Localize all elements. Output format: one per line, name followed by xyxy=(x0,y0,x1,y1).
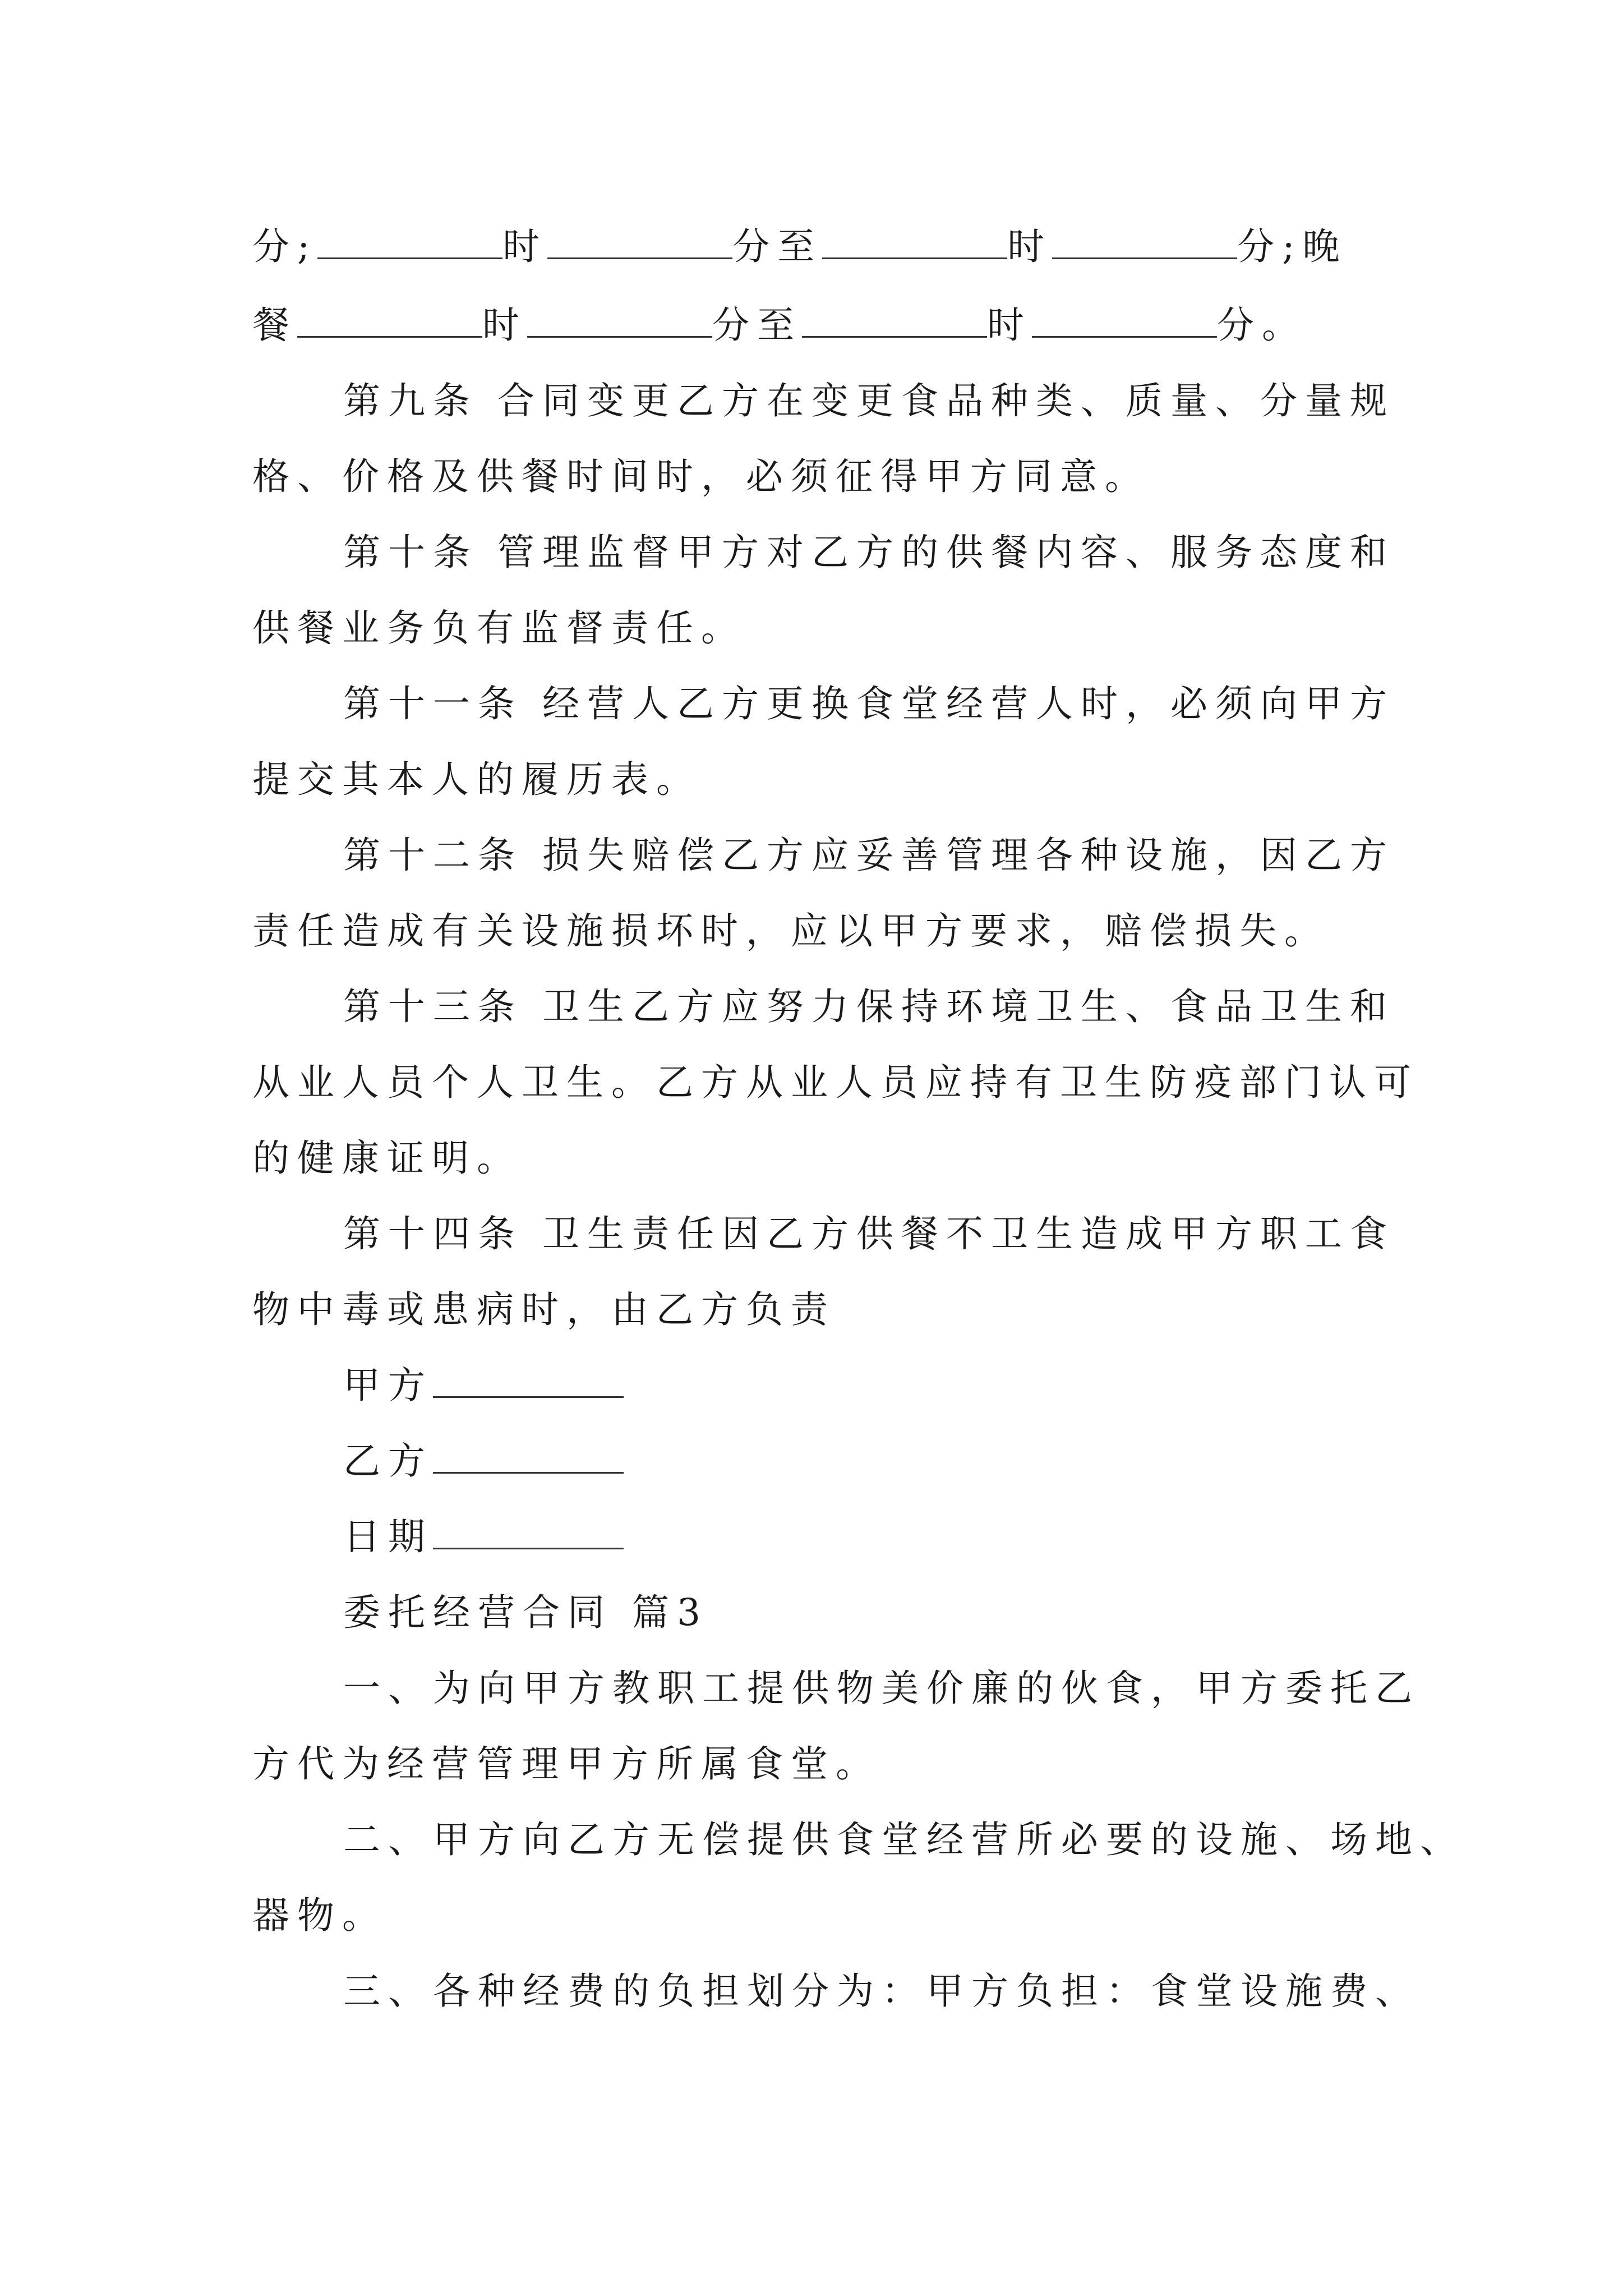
signature-blank xyxy=(433,1438,624,1474)
meal-time-text: 时 xyxy=(482,303,527,347)
signature-label: 乙方 xyxy=(343,1439,433,1483)
signature-blank xyxy=(433,1514,624,1549)
fill-blank xyxy=(297,302,482,338)
clause-1-line-2: 方代为经营管理甲方所属食堂。 xyxy=(252,1742,880,1786)
article-14-line-2: 物中毒或患病时，由乙方负责 xyxy=(252,1288,836,1331)
signature-label: 甲方 xyxy=(343,1364,433,1407)
fill-blank xyxy=(317,224,502,259)
meal-time-text: 时 xyxy=(987,303,1032,347)
signature-label: 日期 xyxy=(343,1515,433,1558)
article-9-line-2: 格、价格及供餐时间时，必须征得甲方同意。 xyxy=(252,455,1150,498)
fill-blank xyxy=(802,302,987,338)
signature-blank xyxy=(433,1363,624,1398)
signature-party-a xyxy=(343,1352,792,1419)
signature-date xyxy=(343,1503,792,1571)
meal-time-text: 分;晚 xyxy=(1237,225,1348,268)
article-14-line-1: 第十四条 卫生责任因乙方供餐不卫生造成甲方职工食 xyxy=(343,1212,1395,1255)
article-11-line-2: 提交其本人的履历表。 xyxy=(252,758,701,801)
fill-blank xyxy=(1032,302,1217,338)
meal-time-text: 餐 xyxy=(252,303,297,347)
article-10-line-1: 第十条 管理监督甲方对乙方的供餐内容、服务态度和 xyxy=(343,531,1395,574)
article-13-line-1: 第十三条 卫生乙方应努力保持环境卫生、食品卫生和 xyxy=(343,985,1395,1028)
clause-2-line-2: 器物。 xyxy=(252,1894,387,1937)
article-13-line-3: 的健康证明。 xyxy=(252,1137,522,1180)
section-title: 委托经营合同 篇3 xyxy=(343,1591,708,1634)
clause-2-line-1: 二、甲方向乙方无偿提供食堂经营所必要的设施、场地、 xyxy=(343,1818,1465,1861)
meal-time-text: 分至 xyxy=(732,225,823,268)
meal-time-text: 时 xyxy=(1007,225,1053,268)
meal-time-text: 分。 xyxy=(1217,303,1307,347)
clause-1-line-1: 一、为向甲方教职工提供物美价廉的伙食，甲方委托乙 xyxy=(343,1667,1420,1710)
fill-blank xyxy=(1052,224,1237,259)
article-10-line-2: 供餐业务负有监督责任。 xyxy=(252,606,746,650)
signature-party-b xyxy=(343,1428,792,1495)
article-13-line-2: 从业人员个人卫生。乙方从业人员应持有卫生防疫部门认可 xyxy=(252,1061,1419,1104)
article-11-line-1: 第十一条 经营人乙方更换食堂经营人时，必须向甲方 xyxy=(343,682,1395,725)
meal-time-line-1 xyxy=(252,213,1408,280)
fill-blank xyxy=(527,302,712,338)
clause-3-line-1: 三、各种经费的负担划分为：甲方负担：食堂设施费、 xyxy=(343,1970,1420,2013)
meal-time-text: 分; xyxy=(252,225,318,268)
fill-blank xyxy=(547,224,732,259)
article-12-line-1: 第十二条 损失赔偿乙方应妥善管理各种设施，因乙方 xyxy=(343,834,1395,877)
meal-time-line-2 xyxy=(252,292,1408,359)
article-9-line-1: 第九条 合同变更乙方在变更食品种类、质量、分量规 xyxy=(343,379,1395,422)
fill-blank xyxy=(822,224,1007,259)
meal-time-text: 时 xyxy=(502,225,548,268)
meal-time-text: 分至 xyxy=(712,303,802,347)
article-12-line-2: 责任造成有关设施损坏时，应以甲方要求，赔偿损失。 xyxy=(252,909,1329,953)
